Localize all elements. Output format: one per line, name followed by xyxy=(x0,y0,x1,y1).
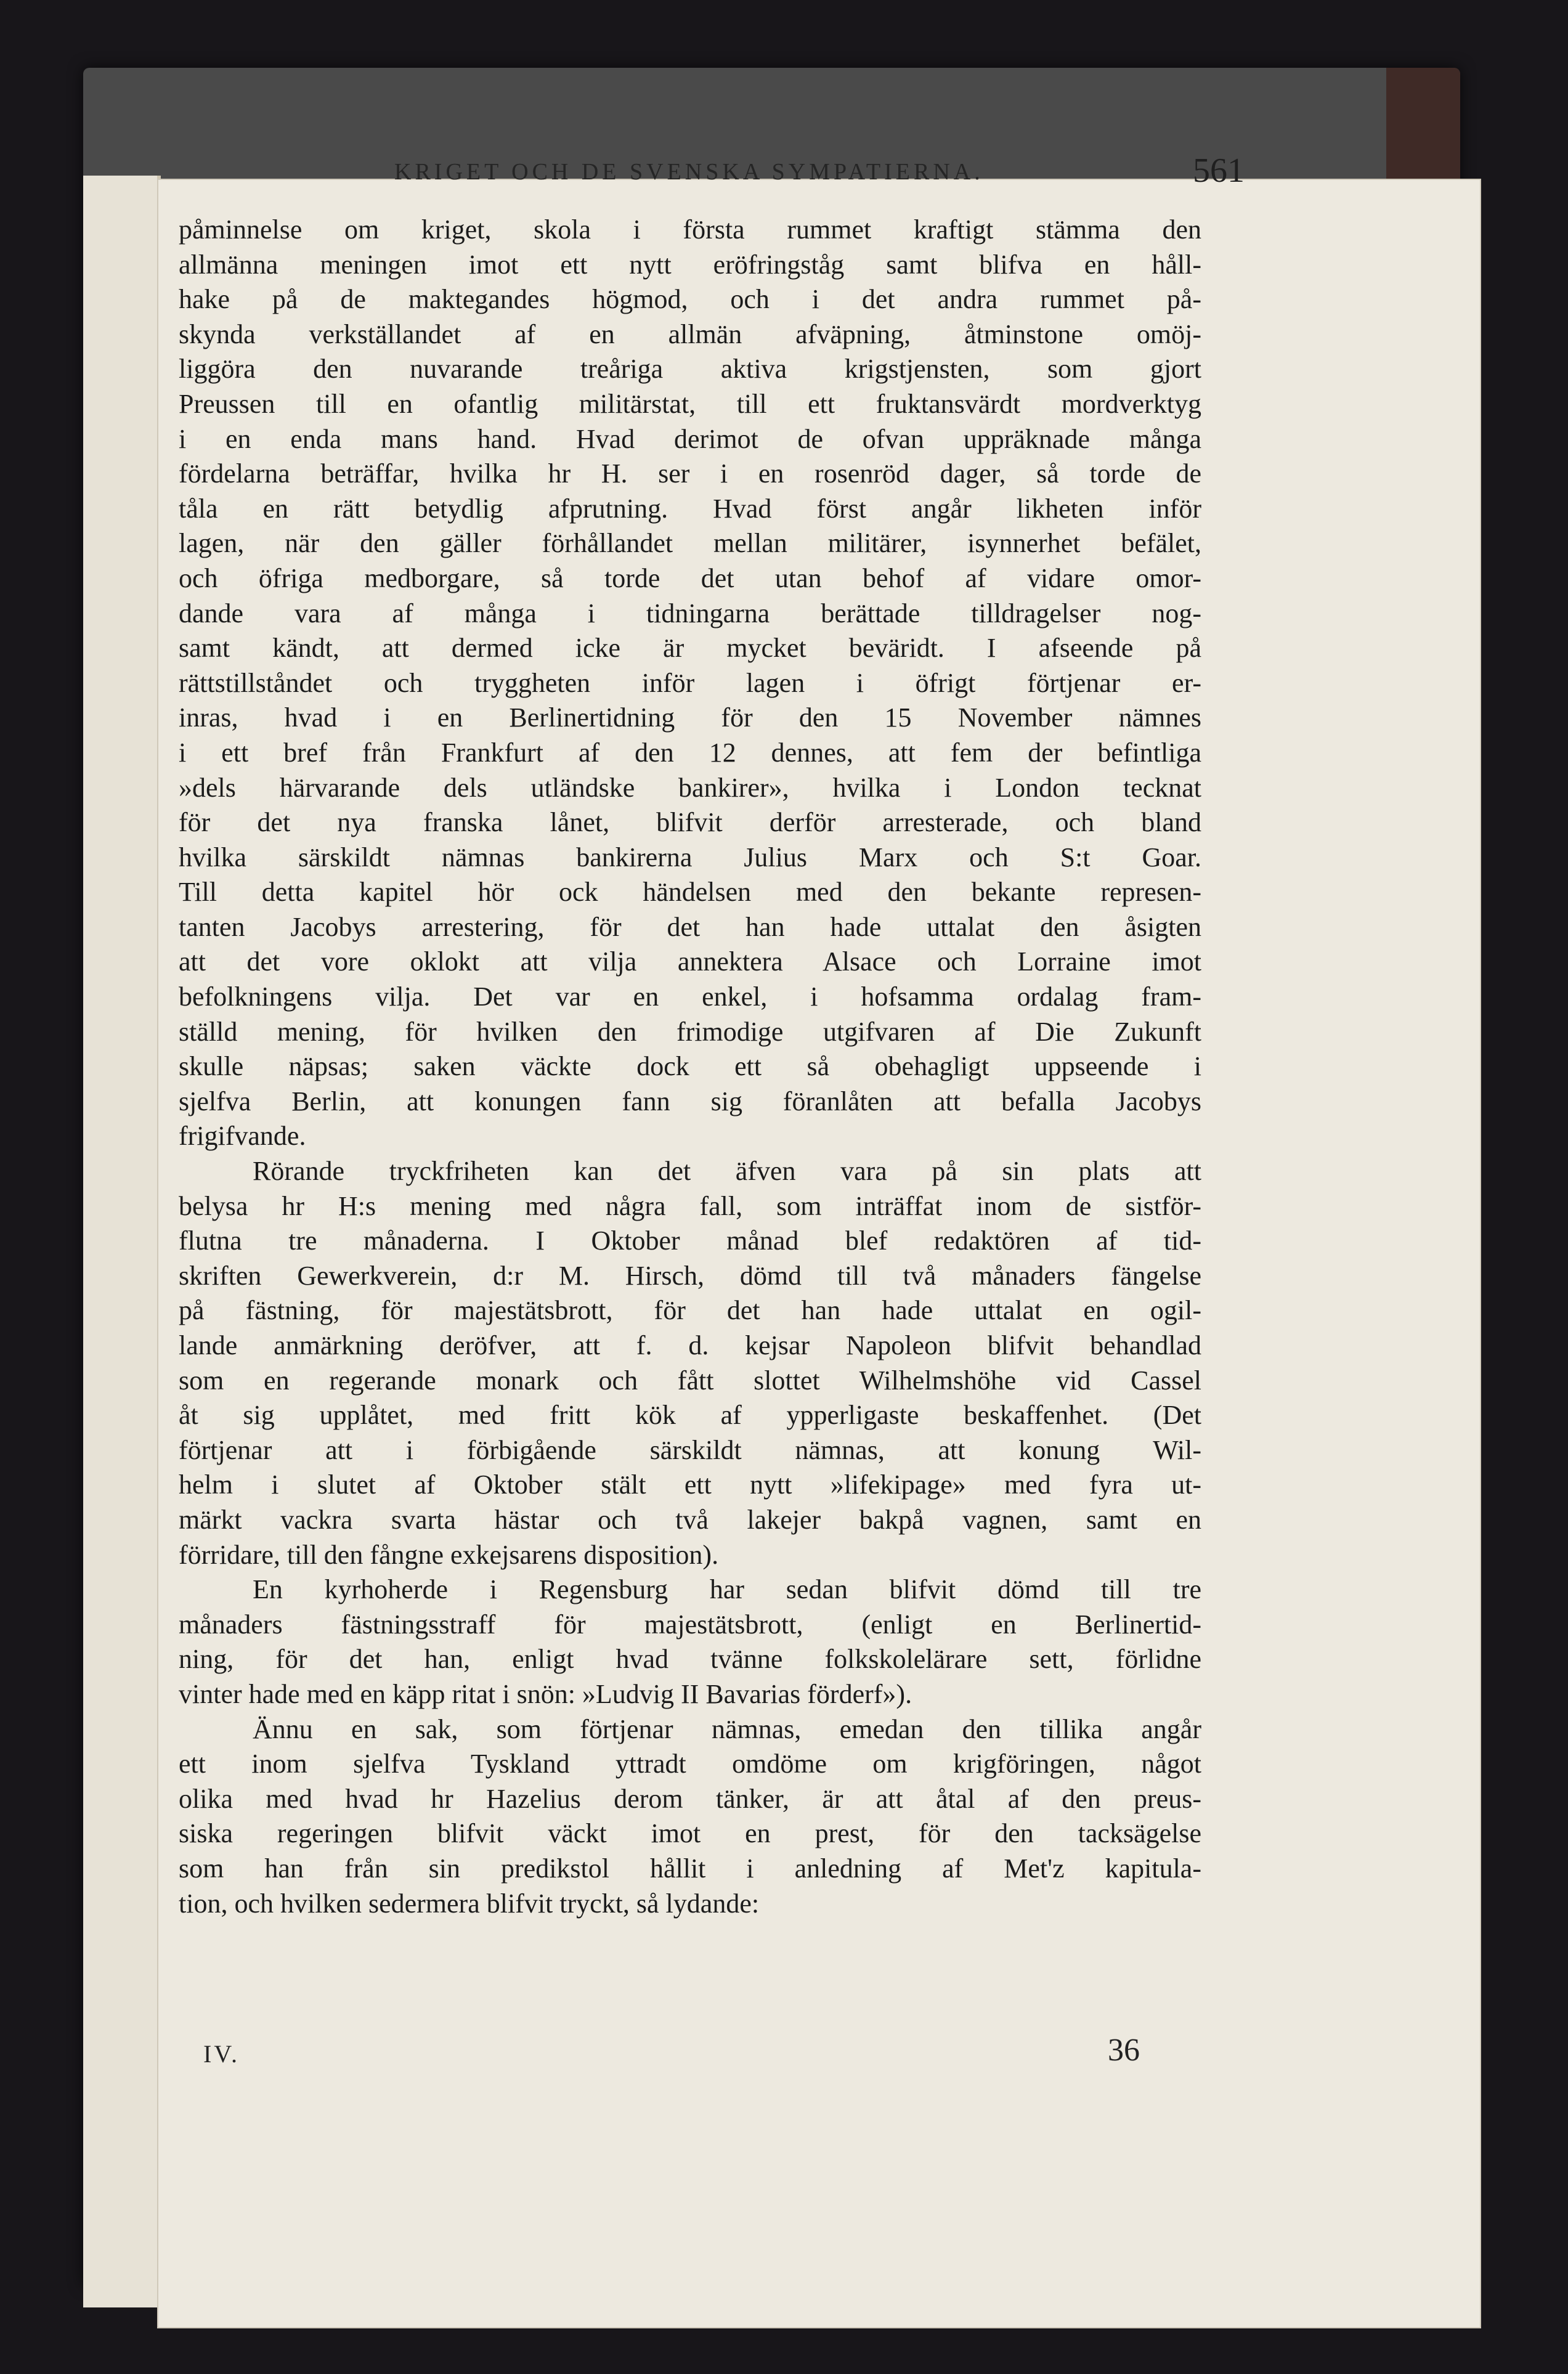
text-line: dande vara af många i tidningarna berättade tilldragelser nog- xyxy=(179,598,1201,628)
text-line: lagen, när den gäller förhållandet mellan militärer, isynnerhet befälet, xyxy=(179,528,1201,559)
text-line: som en regerande monark och fått slottet Wilhelmshöhe vid Cassel xyxy=(179,1365,1201,1396)
text-line: i ett bref från Frankfurt af den 12 dennes, att fem der befintliga xyxy=(179,737,1201,768)
text-line: Rörande tryckfriheten kan det äfven vara på sin plats att xyxy=(253,1156,1201,1187)
text-line: hvilka särskildt nämnas bankirerna Julius Marx och S:t Goar. xyxy=(179,842,1201,872)
text-line: sjelfva Berlin, att konungen fann sig föranlåten att befalla Jacobys xyxy=(179,1086,1201,1116)
text-line: lande anmärkning deröfver, att f. d. kejsar Napoleon blifvit behandlad xyxy=(179,1330,1201,1360)
text-line: olika med hvad hr Hazelius derom tänker, är att åtal af den preus- xyxy=(179,1783,1201,1814)
text-line: påminnelse om kriget, skola i första rummet kraftigt stämma den xyxy=(179,214,1201,245)
text-line: att det vore oklokt att vilja annektera Alsace och Lorraine imot xyxy=(179,946,1201,977)
page-footer xyxy=(179,2032,1140,2075)
signature-mark: IV. xyxy=(203,2040,240,2068)
text-line: belysa hr H:s mening med några fall, som inträffat inom de sistför- xyxy=(179,1190,1201,1221)
text-line: märkt vackra svarta hästar och två lakejer bakpå vagnen, samt en xyxy=(179,1504,1201,1535)
text-line: befolkningens vilja. Det var en enkel, i hofsamma ordalag fram- xyxy=(179,982,1201,1012)
text-line: allmänna meningen imot ett nytt eröfringståg samt blifva en håll- xyxy=(179,249,1201,280)
text-line: Till detta kapitel hör ock händelsen med den bekante represen- xyxy=(179,877,1201,908)
text-line: samt kändt, att dermed icke är mycket beväridt. I afseende på xyxy=(179,633,1201,664)
text-line: i en enda mans hand. Hvad derimot de ofvan uppräknade många xyxy=(179,423,1201,454)
text-line: tanten Jacobys arrestering, för det han hade uttalat den åsigten xyxy=(179,911,1201,942)
text-line: hake på de maktegandes högmod, och i det andra rummet på- xyxy=(179,284,1201,315)
text-line: månaders fästningsstraff för majestätsbrott, (enligt en Berlinertid- xyxy=(179,1609,1201,1640)
text-line: tåla en rätt betydlig afprutning. Hvad först angår likheten inför xyxy=(179,493,1201,524)
text-line: för det nya franska lånet, blifvit derför arresterade, och bland xyxy=(179,807,1201,838)
text-line: skulle näpsas; saken väckte dock ett så obehagligt uppseende i xyxy=(179,1051,1201,1082)
text-line: En kyrhoherde i Regensburg har sedan blifvit dömd till tre xyxy=(253,1574,1201,1605)
text-line: ning, för det han, enligt hvad tvänne folkskolelärare sett, förlidne xyxy=(179,1644,1201,1675)
text-line: på fästning, för majestätsbrott, för det han hade uttalat en ogil- xyxy=(179,1295,1201,1326)
text-line: »dels härvarande dels utländske bankirer», hvilka i London tecknat xyxy=(179,772,1201,803)
text-line: skynda verkställandet af en allmän afväpning, åtminstone omöj- xyxy=(179,319,1201,349)
text-line: ställd mening, för hvilken den frimodige utgifvaren af Die Zukunft xyxy=(179,1016,1201,1047)
body-text xyxy=(179,213,1201,1921)
text-line: siska regeringen blifvit väckt imot en prest, för den tacksägelse xyxy=(179,1818,1201,1849)
text-line: fördelarna beträffar, hvilka hr H. ser i en rosenröd dager, så torde de xyxy=(179,458,1201,489)
facing-page-edge xyxy=(83,176,161,2307)
text-line: tion, och hvilken sedermera blifvit tryckt, så lydande: xyxy=(179,1888,760,1919)
text-line: rättstillståndet och tryggheten inför lagen i öfrigt förtjenar er- xyxy=(179,667,1201,698)
text-line: inras, hvad i en Berlinertidning för den 15 November nämnes xyxy=(179,702,1201,733)
text-line: helm i slutet af Oktober stält ett nytt »lifekipage» med fyra ut- xyxy=(179,1470,1201,1500)
running-title: KRIGET OCH DE SVENSKA SYMPATIERNA. xyxy=(394,159,984,185)
text-line: flutna tre månaderna. I Oktober månad blef redaktören af tid- xyxy=(179,1226,1201,1256)
text-line: frigifvande. xyxy=(179,1121,306,1152)
text-line: och öfriga medborgare, så torde det utan behof af vidare omor- xyxy=(179,563,1201,593)
running-head xyxy=(320,151,1257,200)
text-line: som han från sin predikstol hållit i anledning af Met'z kapitula- xyxy=(179,1853,1201,1884)
text-line: Ännu en sak, som förtjenar nämnas, emedan den tillika angår xyxy=(253,1713,1201,1744)
text-line: förridare, till den fångne exkejsarens disposition). xyxy=(179,1539,719,1570)
text-line: åt sig upplåtet, med fritt kök af ypperligaste beskaffenhet. (Det xyxy=(179,1400,1201,1431)
text-line: ett inom sjelfva Tyskland yttradt omdöme om krigföringen, något xyxy=(179,1749,1201,1779)
text-line: vinter hade med en käpp ritat i snön: »Ludvig II Bavarias förderf»). xyxy=(179,1678,912,1709)
text-line: skriften Gewerkverein, d:r M. Hirsch, dömd till två månaders fängelse xyxy=(179,1260,1201,1291)
text-line: Preussen till en ofantlig militärstat, till ett fruktansvärdt mordverktyg xyxy=(179,388,1201,419)
sheet-number: 36 xyxy=(1108,2033,1140,2068)
page-number: 561 xyxy=(1193,152,1245,190)
text-line: liggöra den nuvarande treåriga aktiva krigstjensten, som gjort xyxy=(179,354,1201,384)
text-line: förtjenar att i förbigående särskildt nämnas, att konung Wil- xyxy=(179,1434,1201,1465)
